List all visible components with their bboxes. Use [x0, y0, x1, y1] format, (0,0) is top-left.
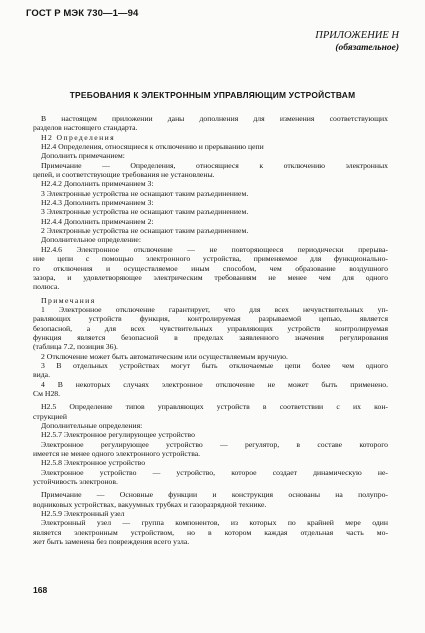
text-line: Дополнить примечанием: — [41, 151, 125, 161]
definition-line: Электронное регулирующее устройство — регулятор, в составе которого — [41, 439, 388, 449]
text-line: 3 Электронные устройства не оснащают таким разъединением. — [41, 207, 249, 217]
note-line: безопасной, а для всех чувствительных управляющих устройств контролируемая — [33, 323, 388, 333]
body-text — [33, 114, 388, 546]
definition-line: является электронным устройством, но в котором каждая отдельная часть мо- — [33, 527, 388, 537]
clause-heading: Н2.5.8 Электронное устройство — [41, 458, 146, 468]
text-line: Дополнительные определения: — [41, 421, 143, 430]
definition-line: жет быть заменена без повреждения всего узла. — [33, 537, 190, 547]
definition-line: полюса. — [33, 282, 60, 292]
clause-heading: струкцией — [33, 411, 67, 421]
note-line: Примечание — Определения, относящиеся к отключению электронных — [41, 160, 388, 170]
definition-line: имеется не менее одного электронного устройства. — [33, 449, 201, 459]
note-line: функция является безопасной в пределах заявленного значения регулирования — [33, 332, 388, 342]
standard-number: ГОСТ Р МЭК 730—1—94 — [26, 8, 139, 19]
clause-heading: Н2.4.3 Дополнить примечанием 3: — [41, 198, 154, 208]
page-number: 168 — [33, 585, 48, 595]
definition-line: зазора, и удовлетворяющее электрическим требованиям не менее чем для одного — [33, 272, 388, 282]
note-line: 1 Электронное отключение гарантирует, что для всех нечувствительных уп- — [41, 304, 388, 314]
definition-line: устойчивость электронов. — [33, 477, 118, 487]
clause-heading: Н2.5.7 Электронное регулирующее устройство — [41, 430, 195, 440]
note-line: Примечание — Основные функции и конструкция основаны на полупро- — [41, 490, 388, 500]
note-line: вида. — [33, 370, 50, 380]
note-line: равляющих устройств функция, контролируемая разрываемой цепью, является — [33, 314, 388, 324]
clause-heading: Н2.4 Определения, относящиеся к отключению и прерыванию цепи — [41, 142, 264, 152]
text-line: разделов настоящего стандарта. — [33, 123, 138, 133]
section-title: ТРЕБОВАНИЯ К ЭЛЕКТРОННЫМ УПРАВЛЯЮЩИМ УСТРОЙСТВАМ — [69, 90, 356, 100]
clause-heading: Н2.5 Определение типов управляющих устройств в соответствии с их кон- — [41, 402, 388, 412]
text-line: Дополнительное определение: — [41, 235, 141, 245]
text-line: 2 Электронные устройства не оснащают таким разъединением. — [41, 226, 249, 236]
note-line: 4 В некоторых случаях электронное отключение не может быть применено. — [41, 379, 388, 389]
clause-heading: Н2.4.2 Дополнить примечанием 3: — [41, 179, 154, 189]
definition-line: Н2.4.6 Электронное отключение — не повторяющееся периодически прерыва- — [41, 244, 388, 254]
note-line: водниковых устройствах, вакуумных трубках и газоразрядной технике. — [33, 499, 267, 509]
text-line: В настоящем приложении даны дополнения для изменения соответствующих — [41, 114, 388, 123]
note-line: цепей, и соответствующие требования не установлены. — [33, 170, 215, 180]
clause-heading: Н2.4.4 Дополнить примечанием 2: — [41, 216, 154, 226]
note-line: См Н28. — [33, 388, 61, 398]
text-line: 3 Электронные устройства не оснащают таким разъединением. — [41, 188, 249, 198]
note-line: 2 Отключение может быть автоматическим или осуществляемым вручную. — [41, 351, 288, 361]
note-line: (таблица 7.2, позиция 36). — [33, 342, 118, 352]
appendix-status: (обязательное) — [335, 43, 399, 53]
section-heading: Н2 Определения — [41, 132, 116, 142]
definition-line: Электронное устройство — устройство, которое создает динамическую не- — [41, 467, 388, 477]
note-line: 3 В отдельных устройствах могут быть отключаемые цепи более чем одного — [41, 360, 388, 370]
definition-line: ние цепи с помощью электронного устройства, применяемое для функционально- — [33, 254, 388, 264]
appendix-label: ПРИЛОЖЕНИЕ Н — [315, 30, 399, 41]
definition-line: Электронный узел — группа компонентов, из которых по крайней мере один — [41, 518, 388, 528]
notes-heading: Примечания — [41, 295, 96, 305]
clause-heading: Н2.5.9 Электронный узел — [41, 509, 125, 519]
appendix-heading — [315, 30, 399, 54]
definition-line: го отключения и осуществляемое иным способом, чем образование воздушного — [33, 263, 388, 273]
